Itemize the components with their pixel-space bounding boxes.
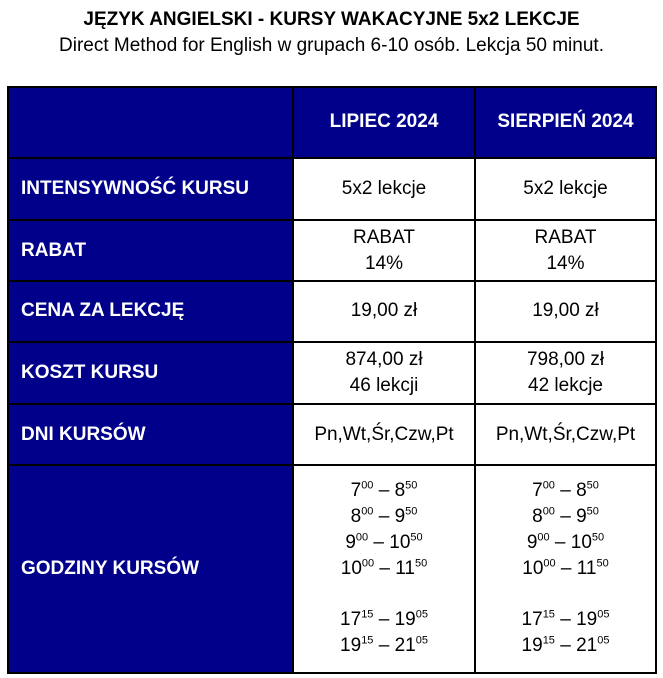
course-table bbox=[7, 86, 657, 674]
row-label-intensity: INTENSYWNOŚĆ KURSU bbox=[8, 158, 293, 221]
cell-intensity-august: 5x2 lekcje bbox=[475, 158, 656, 221]
time-slot: $17^{15} - 19^{05}$ bbox=[340, 609, 428, 631]
page-subtitle: Direct Method for English w grupach 6-10 osób. Lekcja 50 minut. bbox=[59, 35, 604, 56]
time-slot: $9^{00} - 10^{50}$ bbox=[345, 532, 423, 554]
cost-amount-text: 874,00 zł bbox=[345, 348, 423, 370]
cell-discount-august bbox=[475, 220, 656, 281]
column-header-august: SIERPIEŃ 2024 bbox=[475, 87, 656, 158]
cell-intensity-july: 5x2 lekcje bbox=[293, 158, 475, 221]
table-corner-cell bbox=[8, 87, 293, 158]
row-label-discount: RABAT bbox=[8, 220, 293, 281]
table-row-intensity bbox=[8, 158, 656, 221]
time-slot-spacer bbox=[476, 582, 655, 607]
time-slot: $7^{00} - 8^{50}$ bbox=[532, 480, 599, 502]
time-slot: $10^{00} - 11^{50}$ bbox=[340, 558, 428, 580]
table-header-row bbox=[8, 87, 656, 158]
time-slot: $8^{00} - 9^{50}$ bbox=[532, 506, 599, 528]
row-label-hours: GODZINY KURSÓW bbox=[8, 465, 293, 673]
cost-amount-text: 798,00 zł bbox=[526, 348, 605, 370]
cell-cost-july bbox=[293, 342, 475, 405]
cell-price-july: 19,00 zł bbox=[293, 281, 475, 342]
cell-hours-july bbox=[293, 465, 475, 673]
time-slot: $8^{00} - 9^{50}$ bbox=[350, 506, 418, 528]
discount-label-text: RABAT bbox=[353, 226, 415, 248]
table-row-days bbox=[8, 404, 656, 465]
discount-percent-text: 14% bbox=[364, 252, 404, 274]
time-slot: $19^{15} - 21^{05}$ bbox=[340, 635, 428, 657]
row-label-days: DNI KURSÓW bbox=[8, 404, 293, 465]
row-label-cost: KOSZT KURSU bbox=[8, 342, 293, 405]
time-slot: $9^{00} - 10^{50}$ bbox=[526, 532, 605, 554]
time-slot: $17^{15} - 19^{05}$ bbox=[521, 609, 610, 631]
cost-lessons-text: 46 lekcji bbox=[349, 374, 419, 396]
discount-label-text: RABAT bbox=[534, 226, 597, 248]
cell-price-august: 19,00 zł bbox=[475, 281, 656, 342]
time-slot: $7^{00} - 8^{50}$ bbox=[350, 480, 418, 502]
table-row-price bbox=[8, 281, 656, 342]
cell-days-august: Pn,Wt,Śr,Czw,Pt bbox=[475, 404, 656, 465]
time-slot: $10^{00} - 11^{50}$ bbox=[522, 558, 609, 580]
discount-percent-text: 14% bbox=[546, 252, 585, 274]
table-row-hours bbox=[8, 465, 656, 673]
cell-hours-august bbox=[475, 465, 656, 673]
cell-discount-july bbox=[293, 220, 475, 281]
table-row-cost bbox=[8, 342, 656, 405]
cost-lessons-text: 42 lekcje bbox=[528, 374, 603, 396]
column-header-july: LIPIEC 2024 bbox=[293, 87, 475, 158]
cell-cost-august bbox=[475, 342, 656, 405]
table-row-discount bbox=[8, 220, 656, 281]
row-label-price: CENA ZA LEKCJĘ bbox=[8, 281, 293, 342]
time-slot: $19^{15} - 21^{05}$ bbox=[521, 635, 610, 657]
time-slot-spacer bbox=[294, 582, 474, 607]
cell-days-july: Pn,Wt,Śr,Czw,Pt bbox=[293, 404, 475, 465]
page-title: JĘZYK ANGIELSKI - KURSY WAKACYJNE 5x2 LEKCJE bbox=[83, 9, 580, 30]
